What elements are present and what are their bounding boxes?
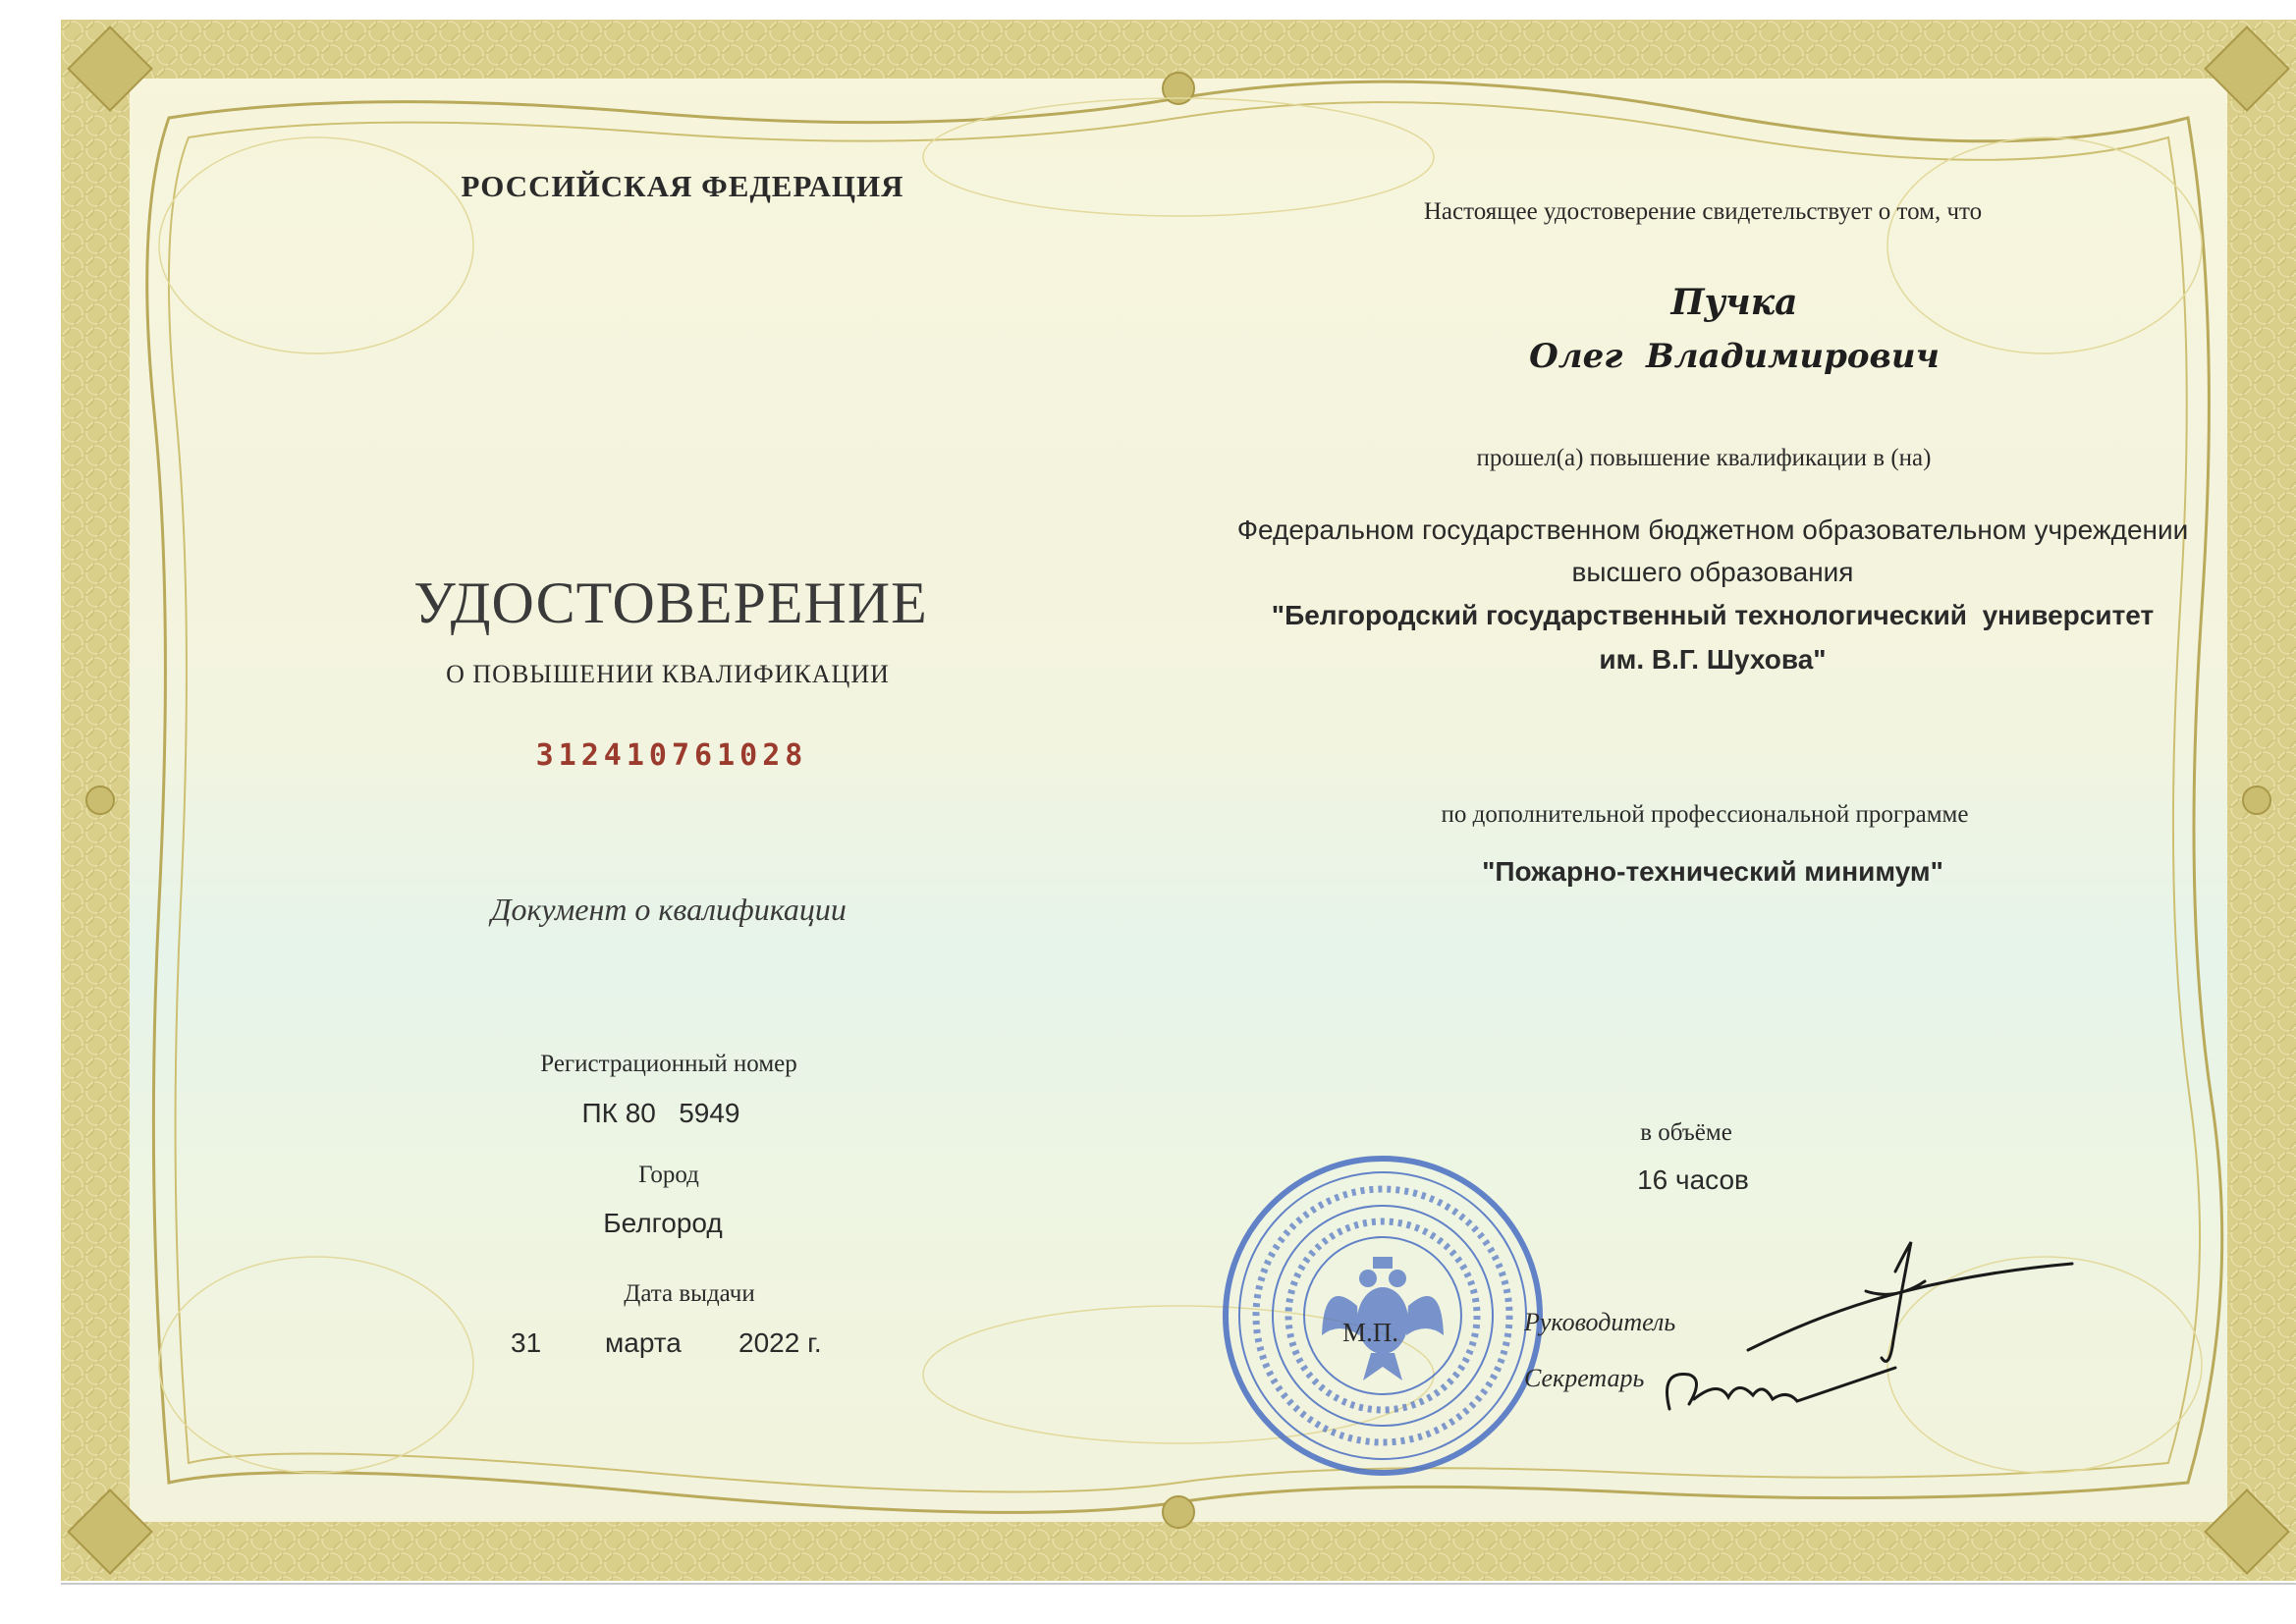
registration-number: ПК 80 5949	[581, 1098, 740, 1128]
intro-text: Настоящее удостоверение свидетельствует о том, что	[1423, 198, 1983, 225]
issue-date-day: 31	[511, 1327, 542, 1358]
document-title: УДОСТОВЕРЕНИЕ	[413, 570, 928, 635]
issue-date-year: 2022 г.	[738, 1327, 822, 1358]
head-label: Руководитель	[1524, 1308, 1676, 1336]
city-label: Город	[638, 1162, 699, 1188]
registration-label: Регистрационный номер	[540, 1051, 797, 1077]
issue-date-month: марта	[605, 1327, 682, 1358]
city-value: Белгород	[603, 1208, 723, 1238]
stamp-placeholder-mp: М.П.	[1342, 1318, 1399, 1347]
secretary-label: Секретарь	[1524, 1364, 1645, 1392]
document-subtitle: О ПОВЫШЕНИИ КВАЛИФИКАЦИИ	[446, 660, 890, 688]
country-heading: РОССИЙСКАЯ ФЕДЕРАЦИЯ	[461, 169, 904, 203]
program-name: "Пожарно-технический минимум"	[1482, 856, 1943, 887]
org-line-1: Федеральном государственном бюджетном образовательном учреждении	[1236, 514, 2189, 545]
passed-text: прошел(а) повышение квалификации в (на)	[1476, 445, 1932, 471]
document-type: Документ о квалификации	[491, 892, 847, 927]
holder-surname: Пучка	[1670, 282, 1798, 323]
org-line-3: "Белгородский государственный технологический университет	[1271, 600, 2155, 630]
org-line-4: им. В.Г. Шухова"	[1599, 644, 1827, 675]
volume-label: в объёме	[1640, 1119, 1732, 1146]
scan-edge-line	[61, 1583, 2296, 1585]
org-line-2: высшего образования	[1571, 557, 1854, 587]
holder-name: Олег Владимирович	[1529, 337, 1940, 376]
volume-value: 16 часов	[1637, 1164, 1749, 1195]
serial-number: 312410761028	[535, 738, 808, 773]
official-stamp	[1216, 1149, 1550, 1483]
issue-date-label: Дата выдачи	[624, 1280, 755, 1307]
program-label: по дополнительной профессиональной программе	[1441, 801, 1969, 828]
secretary-signature	[1650, 1350, 1905, 1429]
